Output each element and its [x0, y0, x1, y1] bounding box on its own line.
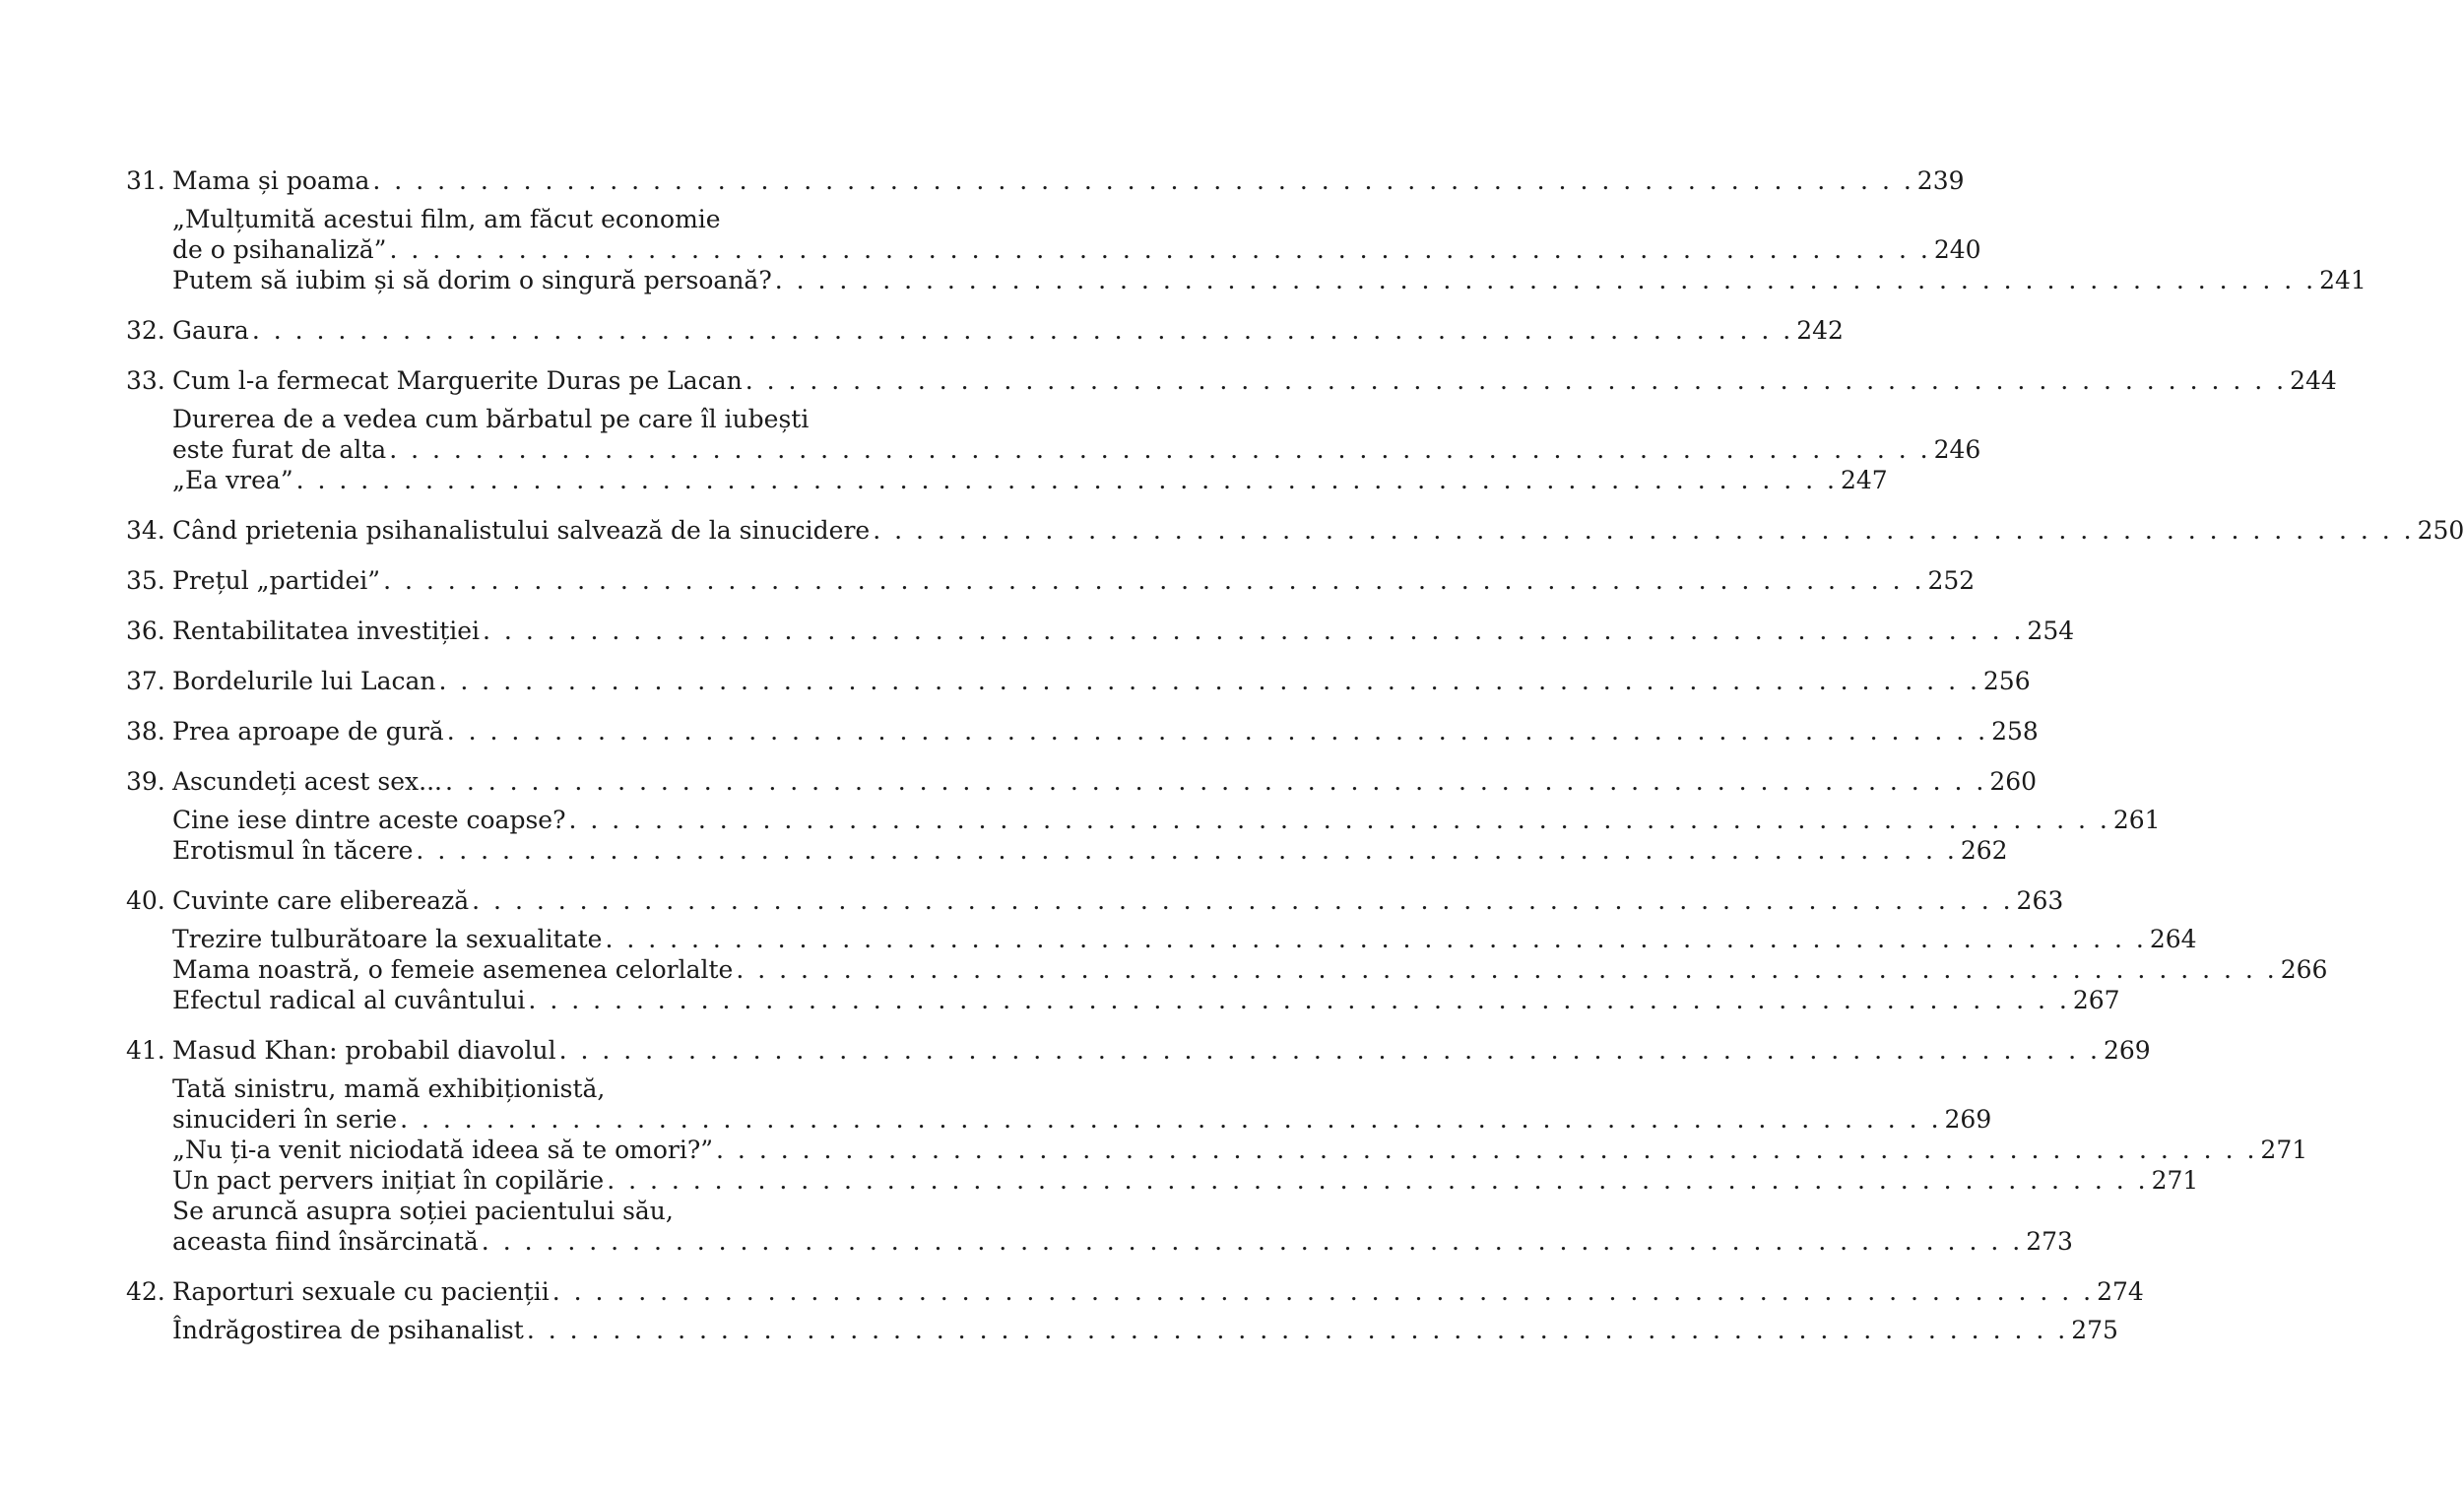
subsection-title: Un pact pervers inițiat în copilărie — [172, 1166, 605, 1195]
chapter-line — [126, 565, 1976, 596]
page-number: 275 — [2071, 1316, 2118, 1344]
chapter-number: 31. — [126, 166, 165, 195]
dot-leader — [605, 924, 2146, 954]
toc-chapter — [126, 1276, 2144, 1345]
chapter-title: Rentabilitatea investiției — [172, 617, 481, 645]
subsection-line — [126, 1135, 2308, 1165]
page-number: 260 — [1989, 767, 2038, 796]
toc-chapter — [126, 515, 2464, 546]
chapter-line — [126, 165, 1965, 196]
subsection-title: Tată sinistru, mamă exhibiționistă, — [172, 1074, 606, 1103]
chapter-line — [126, 885, 2064, 916]
subsection-line — [126, 1165, 2199, 1196]
toc-chapter — [126, 365, 2337, 495]
page-number: 241 — [2319, 266, 2367, 294]
dot-leader — [439, 666, 1980, 696]
dot-leader — [736, 954, 2277, 985]
toc-chapter — [126, 766, 2161, 866]
subsection-title: Putem să iubim și să dorim o singură persoană? — [172, 266, 772, 294]
subsection-line — [126, 434, 1981, 465]
page-number: 246 — [1933, 435, 1981, 464]
chapter-title: Gaura — [172, 316, 249, 345]
dot-leader — [716, 1135, 2257, 1165]
subsection-list — [126, 805, 2161, 866]
chapter-line — [126, 365, 2337, 396]
chapter-line — [126, 515, 2464, 546]
chapter-number: 32. — [126, 316, 165, 345]
page-number: 273 — [2026, 1227, 2073, 1256]
subsection-line — [126, 404, 884, 434]
toc-chapter — [126, 716, 2039, 747]
page-number: 269 — [2103, 1036, 2151, 1065]
dot-leader — [873, 515, 2414, 546]
table-of-contents — [126, 165, 2464, 1365]
chapter-number: 36. — [126, 617, 165, 645]
dot-leader — [607, 1165, 2148, 1196]
dot-leader — [372, 165, 1913, 196]
dot-leader — [445, 766, 1986, 797]
subsection-line — [126, 265, 2367, 295]
subsection-title: Se aruncă asupra soției pacientului său, — [172, 1197, 674, 1225]
dot-leader — [527, 1315, 2068, 1345]
subsection-line — [126, 805, 2161, 835]
chapter-line — [126, 666, 2031, 696]
subsection-line — [126, 1104, 1992, 1135]
page-number: 254 — [2027, 617, 2075, 645]
page-number: 262 — [1960, 836, 2008, 865]
page-number: 242 — [1796, 316, 1844, 345]
page-number: 258 — [1991, 717, 2039, 746]
dot-leader — [775, 265, 2316, 295]
chapter-number: 41. — [126, 1036, 165, 1065]
chapter-number: 33. — [126, 366, 165, 395]
dot-leader — [389, 234, 1930, 265]
subsection-title: Cine iese dintre aceste coapse? — [172, 806, 566, 834]
page-number: 267 — [2072, 986, 2120, 1014]
page-number: 247 — [1841, 466, 1888, 494]
subsection-list — [126, 404, 1981, 495]
chapter-line — [126, 1035, 2151, 1066]
chapter-title: Masud Khan: probabil diavolul — [172, 1036, 556, 1065]
chapter-title: Cum l-a fermecat Marguerite Duras pe Lacan — [172, 366, 743, 395]
chapter-title: Mama și poama — [172, 166, 370, 195]
subsection-title: Trezire tulburătoare la sexualitate — [172, 925, 603, 953]
subsection-line — [126, 204, 884, 234]
toc-chapter — [126, 1035, 2308, 1257]
page-number: 263 — [2016, 886, 2064, 915]
subsection-title: Durerea de a vedea cum bărbatul pe care îl iubești — [172, 405, 810, 433]
page-number: 264 — [2149, 925, 2197, 953]
chapter-title: Când prietenia psihanalistului salvează de la sinucidere — [172, 516, 871, 545]
dot-leader — [568, 805, 2109, 835]
subsection-title: „Ea vrea” — [172, 466, 293, 494]
chapter-number: 37. — [126, 667, 165, 695]
subsection-list — [126, 204, 2367, 295]
subsection-title: „Mulțumită acestui film, am făcut economie — [172, 205, 721, 233]
page-number: 240 — [1933, 235, 1981, 264]
dot-leader — [552, 1276, 2094, 1307]
chapter-line — [126, 315, 1844, 346]
subsection-list — [126, 924, 2328, 1015]
chapter-title: Cuvinte care eliberează — [172, 886, 470, 915]
subsection-line — [126, 1196, 884, 1226]
chapter-number: 39. — [126, 767, 165, 796]
dot-leader — [559, 1035, 2101, 1066]
dot-leader — [383, 565, 1924, 596]
chapter-line — [126, 616, 2075, 646]
page-number: 239 — [1916, 166, 1965, 195]
subsection-title: Îndrăgostirea de psihanalist — [172, 1316, 524, 1344]
dot-leader — [252, 315, 1793, 346]
chapter-number: 40. — [126, 886, 165, 915]
page-number: 252 — [1927, 566, 1976, 595]
dot-leader — [483, 616, 2024, 646]
page-number: 244 — [2290, 366, 2337, 395]
chapter-title: Prețul „partidei” — [172, 566, 381, 595]
subsection-line — [126, 1073, 884, 1104]
dot-leader — [416, 835, 1957, 866]
page-number: 269 — [1944, 1105, 1992, 1134]
chapter-number: 38. — [126, 717, 165, 746]
subsection-title: Erotismul în tăcere — [172, 836, 414, 865]
toc-chapter — [126, 616, 2075, 646]
subsection-line — [126, 1315, 2118, 1345]
page-number: 256 — [1982, 667, 2031, 695]
subsection-title: aceasta fiind însărcinată — [172, 1227, 479, 1256]
dot-leader — [482, 1226, 2023, 1257]
chapter-line — [126, 716, 2039, 747]
subsection-list — [126, 1315, 2118, 1345]
subsection-title: „Nu ți-a venit niciodată ideea să te omori?” — [172, 1136, 714, 1164]
chapter-line — [126, 1276, 2144, 1307]
subsection-title: Efectul radical al cuvântului — [172, 986, 526, 1014]
subsection-line — [126, 835, 2008, 866]
chapter-number: 35. — [126, 566, 165, 595]
page-number: 274 — [2097, 1277, 2144, 1306]
chapter-title: Raporturi sexuale cu pacienții — [172, 1277, 550, 1306]
dot-leader — [528, 985, 2069, 1015]
toc-chapter — [126, 666, 2031, 696]
subsection-line — [126, 924, 2197, 954]
subsection-list — [126, 1073, 2308, 1257]
dot-leader — [296, 465, 1838, 495]
page-number: 250 — [2417, 516, 2464, 545]
chapter-title: Bordelurile lui Lacan — [172, 667, 436, 695]
chapter-number: 42. — [126, 1277, 165, 1306]
subsection-line — [126, 1226, 2073, 1257]
dot-leader — [389, 434, 1930, 465]
subsection-title: de o psihanaliză” — [172, 235, 387, 264]
page-number: 271 — [2260, 1136, 2308, 1164]
subsection-line — [126, 985, 2120, 1015]
chapter-line — [126, 766, 2038, 797]
toc-chapter — [126, 885, 2328, 1015]
dot-leader — [400, 1104, 1941, 1135]
toc-chapter — [126, 315, 1844, 346]
subsection-line — [126, 954, 2328, 985]
subsection-title: sinucideri în serie — [172, 1105, 398, 1134]
dot-leader — [447, 716, 1988, 747]
subsection-line — [126, 234, 1981, 265]
chapter-title: Ascundeți acest sex... — [172, 767, 442, 796]
subsection-title: este furat de alta — [172, 435, 387, 464]
page-number: 271 — [2151, 1166, 2199, 1195]
subsection-line — [126, 465, 1888, 495]
toc-chapter — [126, 565, 1976, 596]
chapter-title: Prea aproape de gură — [172, 717, 444, 746]
toc-chapter — [126, 165, 2367, 295]
dot-leader — [472, 885, 2013, 916]
page-number: 266 — [2280, 955, 2328, 984]
page-number: 261 — [2112, 806, 2161, 834]
chapter-number: 34. — [126, 516, 165, 545]
subsection-title: Mama noastră, o femeie asemenea celorlalte — [172, 955, 734, 984]
dot-leader — [746, 365, 2287, 396]
